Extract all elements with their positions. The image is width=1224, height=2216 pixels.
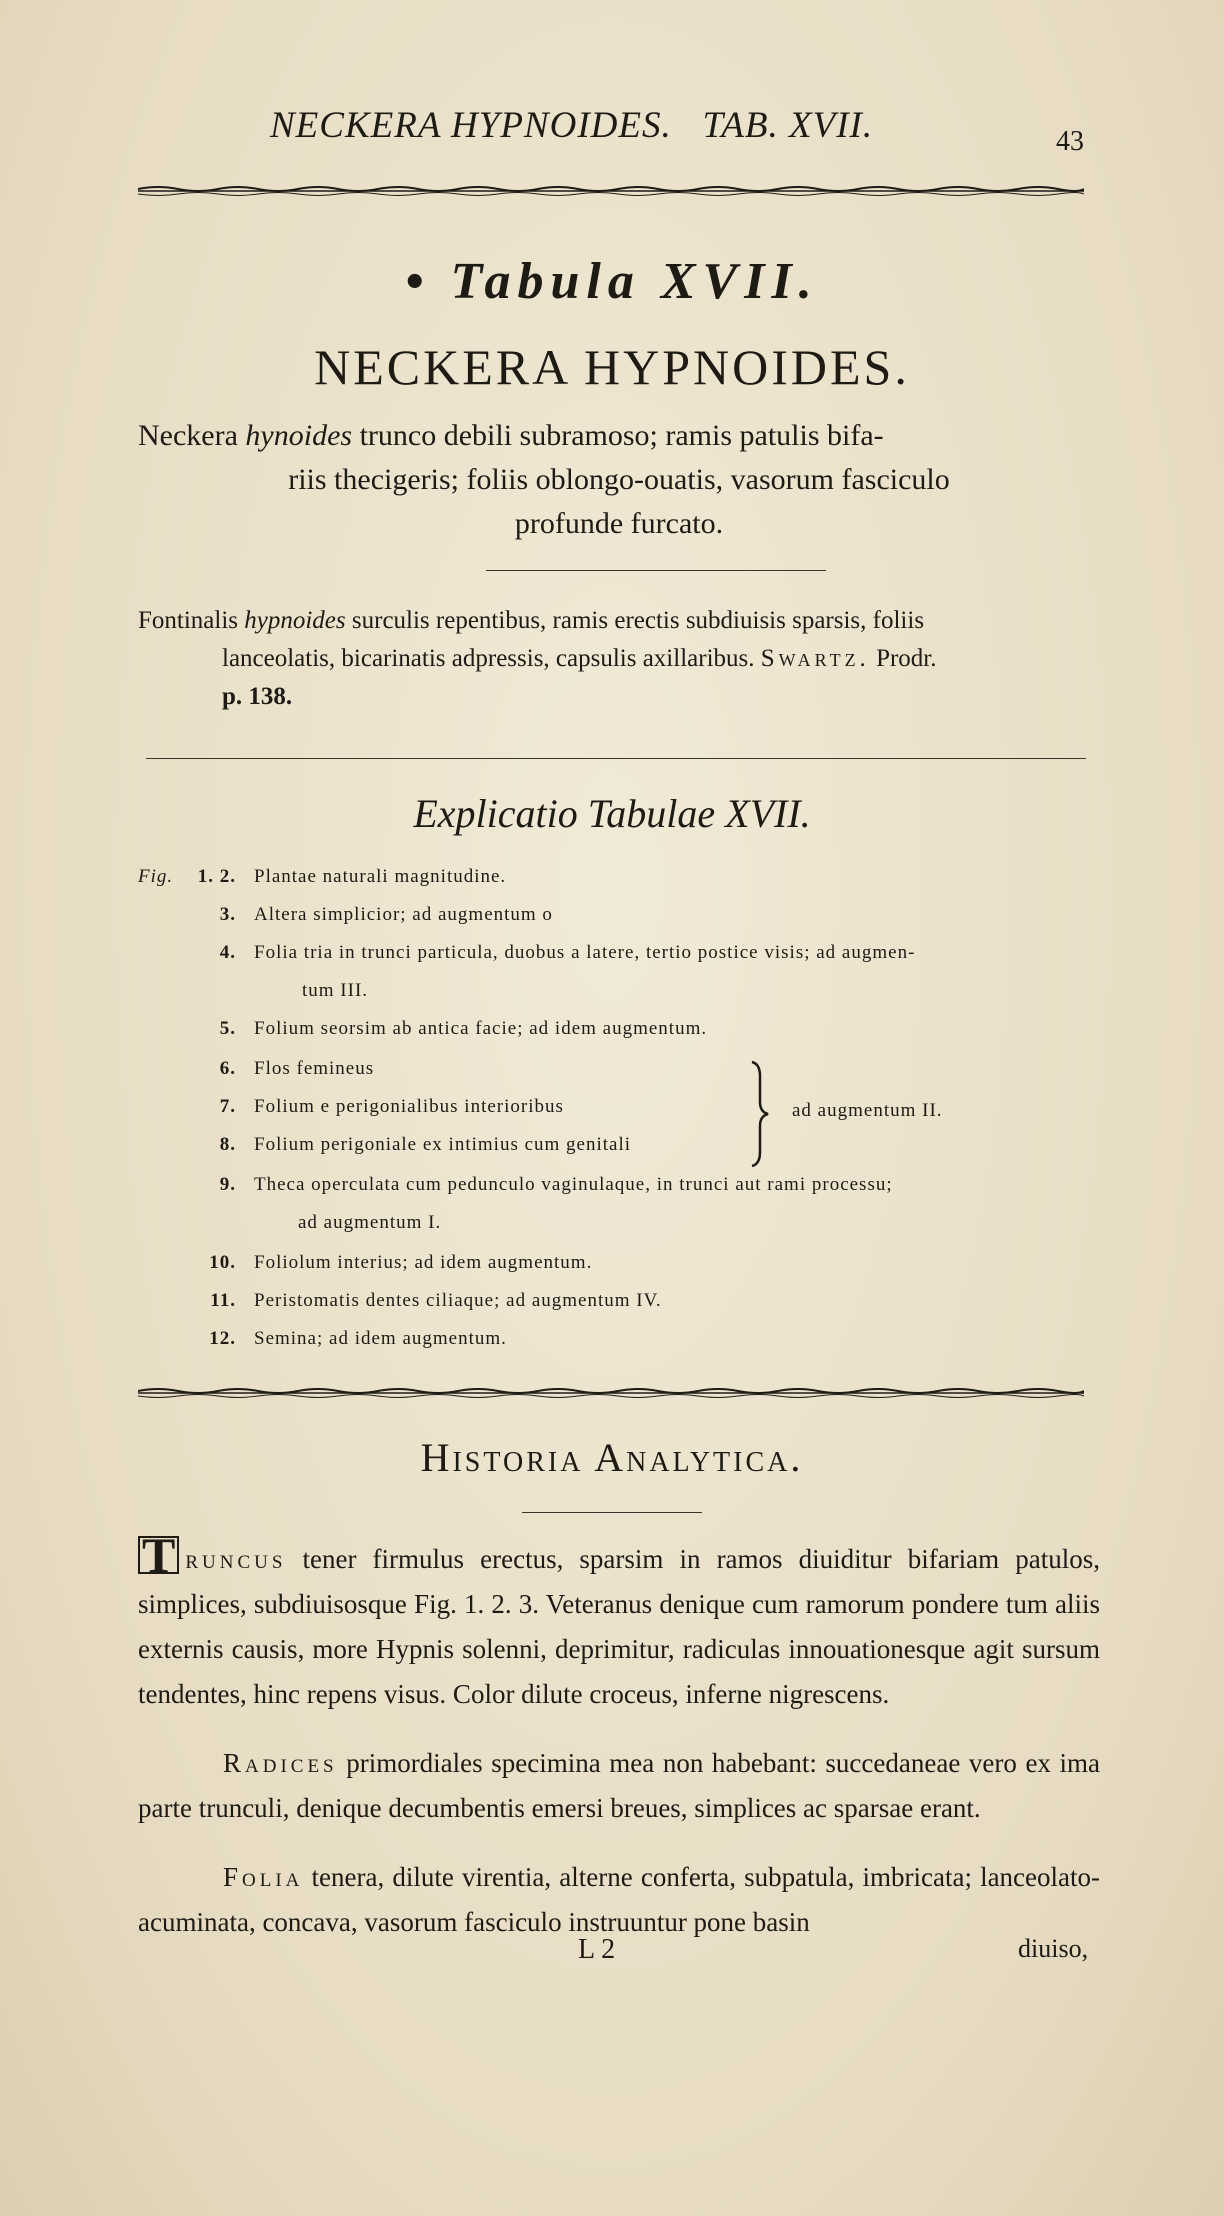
brace — [748, 1060, 772, 1168]
ornamental-rule-top — [138, 184, 1084, 198]
divider-historia — [522, 1512, 702, 1513]
fig-text: ad augmentum I. — [298, 1212, 442, 1233]
paragraph-text: primordiales specimina mea non habebant: succedaneae vero ex ima parte trunculi, denique decumbentis emersi breues, simplices ac sparsae erant. — [138, 1748, 1100, 1823]
list-item — [138, 1096, 1100, 1136]
diagnosis — [138, 414, 1100, 546]
diagnosis-genus: Neckera — [138, 419, 246, 452]
synonym-line-2 — [138, 640, 1100, 678]
fig-text: Plantae naturali magnitudine. — [254, 866, 507, 887]
fig-number: 4. — [219, 942, 236, 963]
explicatio-title: Explicatio Tabulae XVII. — [413, 791, 811, 836]
list-item — [138, 1018, 1100, 1058]
synonym-text-3: Prodr. — [869, 645, 937, 672]
lead-word: Radices — [223, 1748, 338, 1778]
diagnosis-line-2: riis thecigeris; foliis oblongo-ouatis, vasorum fasciculo — [288, 463, 950, 496]
fig-number: 9. — [219, 1174, 236, 1195]
list-item — [138, 1134, 1100, 1174]
fig-number: 12. — [209, 1328, 236, 1349]
list-item — [138, 866, 1100, 906]
fig-text: Folia tria in trunci particula, duobus a latere, tertio postice visis; ad augmen- — [254, 942, 916, 963]
list-item — [138, 942, 1100, 982]
fig-number: 3. — [219, 904, 236, 925]
fig-number: 5. — [219, 1018, 236, 1039]
list-item — [138, 1174, 1100, 1214]
fig-label: Fig. — [138, 866, 174, 887]
synonym-line-3: p. 138. — [222, 683, 293, 710]
list-item — [138, 1252, 1100, 1292]
species-title: NECKERA HYPNOIDES. — [314, 339, 910, 395]
fig-number: 11. — [210, 1290, 236, 1311]
drop-cap: T — [138, 1536, 179, 1574]
synonym-author: Swartz. — [760, 645, 870, 672]
fig-text: Flos femineus — [254, 1058, 375, 1079]
paragraph-truncus — [138, 1527, 1100, 1717]
list-item — [138, 1058, 1100, 1098]
fig-text: tum III. — [302, 980, 369, 1001]
fig-number: 7. — [219, 1096, 236, 1117]
divider-long — [146, 758, 1086, 759]
divider-short — [486, 570, 826, 571]
lead-word: runcus — [185, 1544, 287, 1574]
fig-text: Altera simplicior; ad augmentum o — [254, 904, 553, 925]
paragraph-text: tenera, dilute virentia, alterne conferta, subpatula, imbricata; lanceolato-acuminata, concava, vasorum fasciculo instruuntur pone basin — [138, 1862, 1100, 1937]
fig-number: 10. — [209, 1252, 236, 1273]
fig-number: 6. — [219, 1058, 236, 1079]
synonym-genus: Fontinalis — [138, 607, 245, 634]
diagnosis-text-1: trunco debili subramoso; ramis patulis bifa- — [352, 419, 884, 452]
list-item — [138, 980, 1100, 1020]
list-item — [138, 1328, 1100, 1368]
paragraph-radices — [138, 1741, 1100, 1831]
signature-mark: L 2 — [578, 1934, 616, 1965]
diagnosis-epithet: hynoides — [245, 419, 353, 452]
ornamental-rule-middle — [138, 1386, 1084, 1400]
brace-note: ad augmentum II. — [792, 1100, 943, 1121]
page-number: 43 — [1056, 126, 1084, 157]
diagnosis-line-3: profunde furcato. — [514, 507, 724, 540]
synonym-text-2: lanceolatis, bicarinatis adpressis, capsulis axillaribus. — [222, 645, 761, 672]
fig-text: Folium perigoniale ex intimius cum genitali — [254, 1134, 632, 1155]
plate-title: • Tabula XVII. — [405, 253, 819, 310]
fig-text: Folium seorsim ab antica facie; ad idem augmentum. — [254, 1018, 708, 1039]
synonym-epithet: hypnoides — [244, 607, 346, 634]
fig-text: Semina; ad idem augmentum. — [254, 1328, 507, 1349]
running-tab: TAB. XVII. — [702, 105, 874, 146]
fig-text: Theca operculata cum pedunculo vaginulaque, in trunci aut rami processu; — [254, 1174, 893, 1195]
synonym-text-1: surculis repentibus, ramis erectis subdiuisis sparsis, foliis — [345, 607, 925, 634]
diagnosis-line-1 — [138, 414, 1100, 458]
historia-body — [138, 1527, 1100, 1969]
fig-text: Folium e perigonialibus interioribus — [254, 1096, 564, 1117]
fig-text: Peristomatis dentes ciliaque; ad augmentum IV. — [254, 1290, 662, 1311]
list-item — [138, 1212, 1100, 1252]
running-title: NECKERA HYPNOIDES. — [270, 105, 672, 146]
catchword: diuiso, — [1018, 1934, 1089, 1963]
list-item — [138, 904, 1100, 944]
fig-number: 1. 2. — [197, 866, 236, 887]
paragraph-folia — [138, 1855, 1100, 1945]
historia-title: Historia Analytica. — [420, 1435, 804, 1480]
lead-word: Folia — [223, 1862, 304, 1892]
synonym-line-1 — [138, 602, 1100, 640]
fig-text: Foliolum interius; ad idem augmentum. — [254, 1252, 593, 1273]
paragraph-text: tener firmulus erectus, sparsim in ramos diuiditur bifariam patulos, simplices, subdiuisosque Fig. 1. 2. 3. Veteranus denique cum ramorum pondere tum aliis externis causis, more Hypnis solenni, deprimitur, radiculas innouationesque agit sursum tendentes, hinc repens visus. Color dilute croceus, inferne nigrescens. — [138, 1544, 1100, 1709]
running-head — [270, 104, 873, 147]
synonym — [138, 602, 1100, 716]
list-item — [138, 1290, 1100, 1330]
fig-number: 8. — [219, 1134, 236, 1155]
